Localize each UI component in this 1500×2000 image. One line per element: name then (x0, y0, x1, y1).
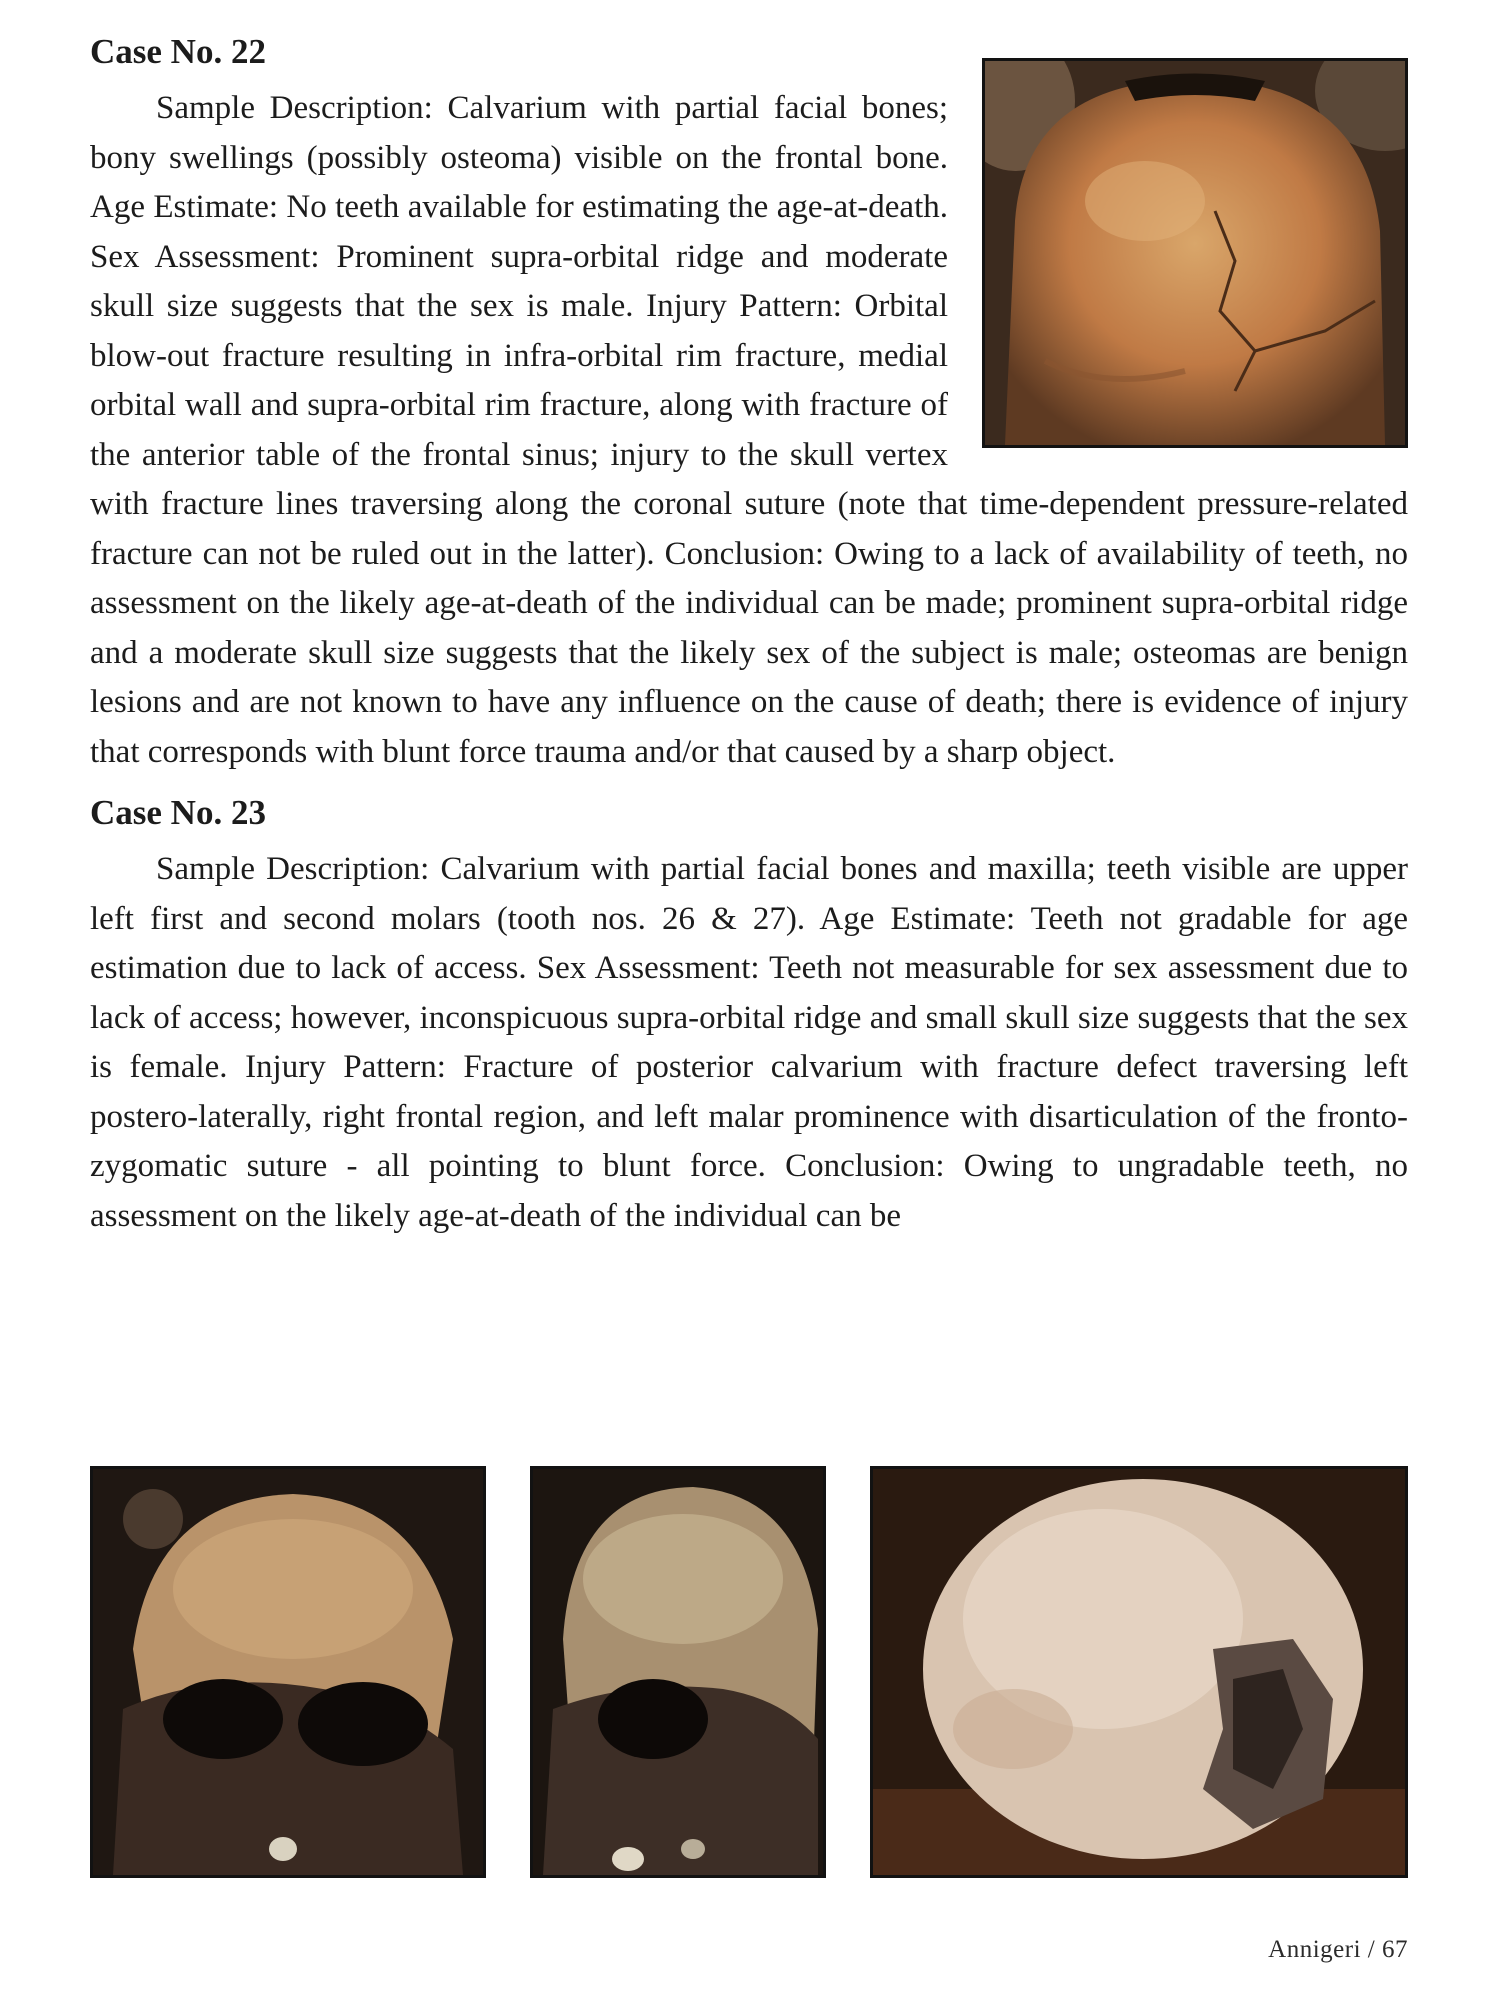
case-23-photo-row (90, 1466, 1408, 1878)
case-23-skull-photo-2 (530, 1466, 826, 1878)
skull-photo-graphic (873, 1469, 1405, 1875)
case-23-skull-photo-3 (870, 1466, 1408, 1878)
skull-photo-graphic (985, 61, 1405, 445)
case-22-skull-photo (982, 58, 1408, 448)
case-23-paragraph: Sample Description: Calvarium with partial facial bones and maxilla; teeth visible are upper left first and second molars (tooth nos. 26 & 27). Age Estimate: Teeth not gradable for age estimation due to lack of access. Sex Assessment: Teeth not measurable for sex assessment due to lack of access; however, inconspicuous supra-orbital ridge and small skull size suggests that the sex is female. Injury Pattern: Fracture of posterior calvarium with fracture defect traversing left postero-laterally, right frontal region, and left malar prominence with disarticulation of the fronto-zygomatic suture - all pointing to blunt force. Conclusion: Owing to ungradable teeth, no assessment on the likely age-at-death of the individual can be (90, 851, 1408, 1234)
case-22-paragraph: Sample Description: Calvarium with partial facial bones; bony swellings (possibly osteoma) visible on the frontal bone. Age Estimate: No teeth available for estimating the age-at-death. Sex Assessment: Prominent supra-orbital ridge and moderate skull size suggests that the sex is male. Injury Pattern: Orbital blow-out fracture resulting in infra-orbital rim fracture, medial orbital wall and supra-orbital rim fracture, along with fracture of the anterior table of the frontal sinus; injury to the skull vertex with fracture lines traversing along the coronal suture (note that time-dependent pressure-related fracture can not be ruled out in the latter). Conclusion: Owing to a lack of availability of teeth, no assessment on the likely age-at-death of the individual can be made; prominent supra-orbital ridge and a moderate skull size suggests that the likely sex of the subject is male; osteomas are benign lesions and are not known to have any influence on the cause of death; there is evidence of injury that corresponds with blunt force trauma and/or that caused by a sharp object. (90, 90, 1408, 770)
case-22-heading: Case No. 22 (90, 32, 266, 71)
document-page (90, 22, 1408, 1241)
case-23-skull-photo-1 (90, 1466, 486, 1878)
page-footer: Annigeri / 67 (1268, 1936, 1408, 1963)
skull-photo-graphic (93, 1469, 483, 1875)
case-23-heading: Case No. 23 (90, 793, 266, 832)
skull-photo-graphic (533, 1469, 823, 1875)
